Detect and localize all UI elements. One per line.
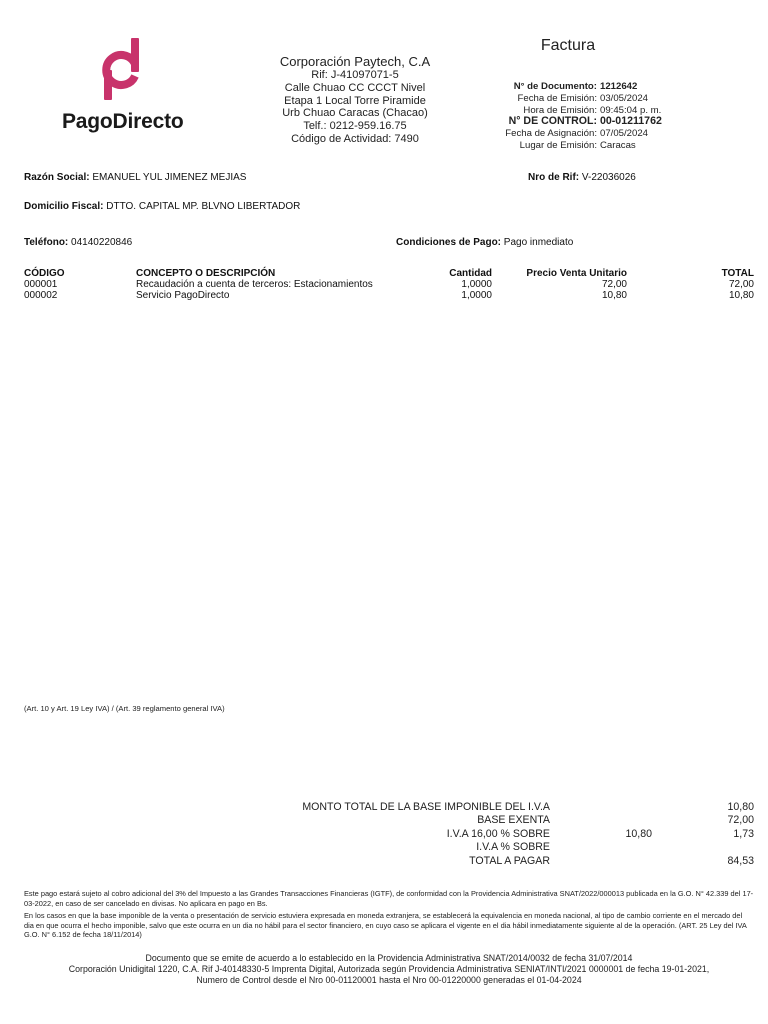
control-number-row <box>470 116 700 128</box>
igtf-notice: Este pago estará sujeto al cobro adicional del 3% del Impuesto a las Grandes Transacciones Financieras (IGTF), de conformidad con la Providencia Administrativa SNAT/2022/000013 publicada en la G.O. N° 42.339 del 17-03-2022, en caso de ser cancelado en divisas. No aplicara en pago en Bs. <box>24 889 754 908</box>
company-address-line: Urb Chuao Caracas (Chacao) <box>282 107 428 120</box>
table-row <box>24 279 754 290</box>
emission-time-label: Hora de Emisión: <box>523 104 597 116</box>
company-address-line: Calle Chuao CC CCCT Nivel <box>284 81 426 94</box>
items-table <box>24 268 754 302</box>
emission-date-row <box>470 93 700 105</box>
emission-place-row <box>470 140 700 152</box>
base-imponible-label: MONTO TOTAL DE LA BASE IMPONIBLE DEL I.V.A <box>302 801 550 813</box>
item-quantity: 1,0000 <box>461 290 492 302</box>
item-total: 72,00 <box>728 279 754 291</box>
client-rif <box>528 172 636 183</box>
doc-number-value: 1212642 <box>600 81 638 92</box>
client-rif-value: V-22036026 <box>581 172 636 183</box>
assignment-date-value: 07/05/2024 <box>600 128 649 140</box>
header-unit-price: Precio Venta Unitario <box>526 268 627 279</box>
footer-line: Corporación Unidigital 1220, C.A. Rif J-40148330-5 Imprenta Digital, Autorizada según Providencia Administrativa SENIAT/INTI/2021 0000001 de fecha 19-01-2021, <box>68 964 710 975</box>
item-description: Servicio PagoDirecto <box>136 290 230 302</box>
item-quantity: 1,0000 <box>461 279 492 291</box>
base-exenta-label: BASE EXENTA <box>477 814 550 827</box>
header-description: CONCEPTO O DESCRIPCIÓN <box>136 268 276 279</box>
footer-line: Documento que se emite de acuerdo a lo establecido en la Providencia Administrativa SNAT/2014/0032 de fecha 31/07/2014 <box>145 953 633 963</box>
brand-name: PagoDirecto <box>62 110 184 133</box>
total-value: 84,53 <box>727 854 754 867</box>
domicilio-fiscal <box>24 201 300 212</box>
emission-date-label: Fecha de Emisión: <box>517 92 597 104</box>
doc-number-row <box>470 81 700 93</box>
footer <box>40 953 738 987</box>
base-imponible-row <box>250 801 754 814</box>
header-total: TOTAL <box>721 268 754 279</box>
item-total: 10,80 <box>728 290 754 302</box>
base-imponible-value: 10,80 <box>727 801 754 813</box>
item-description: Recaudación a cuenta de terceros: Estacionamientos <box>136 279 373 291</box>
company-info <box>245 54 465 146</box>
client-rif-label: Nro de Rif: <box>528 172 580 183</box>
assignment-date-label: Fecha de Asignación: <box>505 128 597 140</box>
total-label: TOTAL A PAGAR <box>469 854 550 867</box>
razon-social-label: Razón Social: <box>24 172 90 183</box>
company-activity-code: Código de Actividad: 7490 <box>291 132 419 145</box>
item-code: 000001 <box>24 279 58 291</box>
total-row <box>250 855 754 868</box>
item-unit-price: 10,80 <box>601 290 627 302</box>
totals-block <box>250 801 754 868</box>
domicilio-fiscal-label: Domicilio Fiscal: <box>24 201 104 212</box>
telefono <box>24 237 132 248</box>
assignment-date-row <box>470 128 700 140</box>
exchange-notice: En los casos en que la base imponible de la venta o presentación de servicio estuviera expresada en moneda extranjera, se establecerá la equivalencia en moneda nacional, al tipo de cambio corriente en el mercado del dia en que ocurra el hecho imponible, salvo que este ocurra en un dia no hábil para el sector financiero, en cuyo caso se aplicara el vigente en el dia hábil inmediatamente siguiente al de la operación. (ART. 25 Ley del IVA G.O. N° 6.152 de fecha 18/11/2014) <box>24 911 747 940</box>
emission-place-label: Lugar de Emisión: <box>519 139 597 151</box>
document-info <box>470 81 700 152</box>
iva-amount-value: 1,73 <box>733 827 754 840</box>
iva-empty-row <box>250 841 754 854</box>
table-row <box>24 290 754 301</box>
emission-date-value: 03/05/2024 <box>600 92 649 104</box>
base-exenta-row <box>250 814 754 827</box>
footer-line: Numero de Control desde el Nro 00-01120001 hasta el Nro 00-01220000 generadas el 01-04-2024 <box>196 975 582 986</box>
base-exenta-value: 72,00 <box>727 814 754 827</box>
document-title: Factura <box>540 37 596 54</box>
telefono-label: Teléfono: <box>24 237 69 248</box>
legal-note: (Art. 10 y Art. 19 Ley IVA) / (Art. 39 reglamento general IVA) <box>24 704 225 713</box>
razon-social <box>24 172 246 183</box>
iva-base-value: 10,80 <box>625 827 652 840</box>
razon-social-value: EMANUEL YUL JIMENEZ MEJIAS <box>92 172 247 183</box>
domicilio-fiscal-value: DTTO. CAPITAL MP. BLVNO LIBERTADOR <box>106 201 301 212</box>
item-unit-price: 72,00 <box>601 279 627 291</box>
company-address-line: Etapa 1 Local Torre Piramide <box>284 94 426 107</box>
item-code: 000002 <box>24 290 58 302</box>
control-number-value: 00-01211762 <box>600 115 662 128</box>
pagodirecto-logo-icon <box>102 38 148 100</box>
items-header-row <box>24 268 754 279</box>
header-code: CÓDIGO <box>24 268 65 279</box>
condiciones-pago-value: Pago inmediato <box>503 237 574 248</box>
iva-empty-label: I.V.A % SOBRE <box>476 841 550 854</box>
telefono-value: 04140220846 <box>71 237 133 248</box>
company-name: Corporación Paytech, C.A <box>279 54 431 69</box>
doc-number-label: N° de Documento: <box>513 81 597 92</box>
condiciones-pago-label: Condiciones de Pago: <box>396 237 502 248</box>
brand-logo <box>60 38 190 138</box>
header-quantity: Cantidad <box>449 268 492 279</box>
iva-row <box>250 828 754 841</box>
control-number-label: N° DE CONTROL: <box>508 115 597 128</box>
condiciones-pago <box>396 237 573 248</box>
iva-label: I.V.A 16,00 % SOBRE <box>446 827 550 840</box>
emission-time-value: 09:45:04 p. m. <box>600 104 662 116</box>
company-phone: Telf.: 0212-959.16.75 <box>303 120 407 133</box>
emission-place-value: Caracas <box>600 139 636 151</box>
company-rif: Rif: J-41097071-5 <box>311 69 399 81</box>
